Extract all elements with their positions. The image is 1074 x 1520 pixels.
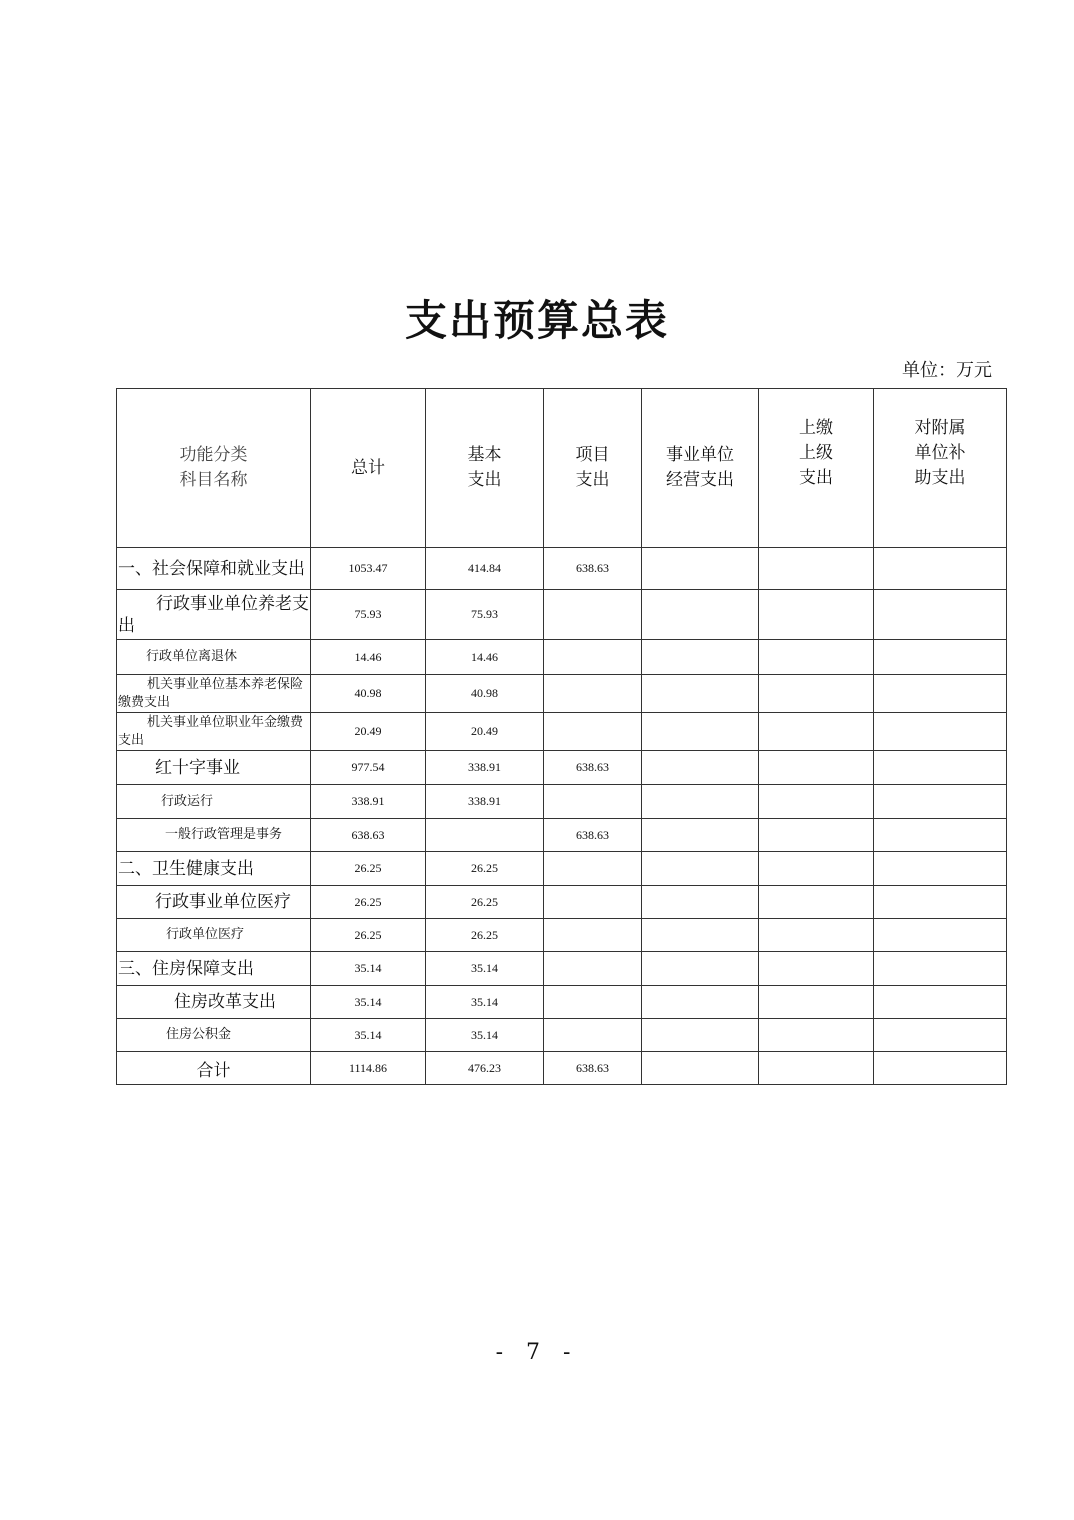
cell-total: 26.25	[311, 919, 426, 952]
cell-subsidy	[874, 1052, 1007, 1085]
cell-total: 26.25	[311, 886, 426, 919]
cell-superior	[759, 886, 874, 919]
cell-total: 338.91	[311, 785, 426, 819]
cell-project: 638.63	[544, 548, 642, 590]
table-row	[117, 952, 1007, 986]
cell-project: 638.63	[544, 1052, 642, 1085]
cell-superior	[759, 919, 874, 952]
cell-business	[642, 886, 759, 919]
cell-superior	[759, 751, 874, 785]
cell-subsidy	[874, 751, 1007, 785]
cell-business	[642, 675, 759, 713]
row-name: 行政单位离退休	[117, 640, 311, 675]
row-name: 行政事业单位养老支出	[117, 590, 311, 640]
unit-label: 单位：万元	[902, 360, 992, 381]
cell-subsidy	[874, 1019, 1007, 1052]
cell-superior	[759, 785, 874, 819]
cell-project	[544, 952, 642, 986]
cell-basic: 14.46	[426, 640, 544, 675]
cell-superior	[759, 1019, 874, 1052]
table-row	[117, 713, 1007, 751]
cell-project	[544, 675, 642, 713]
cell-project	[544, 713, 642, 751]
cell-basic: 338.91	[426, 785, 544, 819]
cell-basic: 75.93	[426, 590, 544, 640]
table-row	[117, 919, 1007, 952]
cell-basic: 35.14	[426, 1019, 544, 1052]
cell-total: 1053.47	[311, 548, 426, 590]
header-superior-text: 上缴 上级 支出	[799, 418, 833, 488]
cell-subsidy	[874, 919, 1007, 952]
cell-total: 40.98	[311, 675, 426, 713]
cell-business	[642, 590, 759, 640]
header-subsidy-text: 对附属 单位补 助支出	[914, 418, 966, 488]
cell-superior	[759, 590, 874, 640]
row-name: 行政运行	[117, 785, 311, 819]
cell-total: 26.25	[311, 852, 426, 886]
cell-business	[642, 1052, 759, 1085]
cell-superior	[759, 952, 874, 986]
cell-superior	[759, 1052, 874, 1085]
cell-total: 35.14	[311, 1019, 426, 1052]
cell-subsidy	[874, 852, 1007, 886]
header-business	[642, 389, 759, 548]
cell-project	[544, 886, 642, 919]
cell-basic: 476.23	[426, 1052, 544, 1085]
cell-basic: 35.14	[426, 986, 544, 1019]
header-basic	[426, 389, 544, 548]
row-name: 合计	[117, 1052, 311, 1085]
cell-basic: 26.25	[426, 852, 544, 886]
table-row	[117, 1052, 1007, 1085]
row-name: 机关事业单位职业年金缴费支出	[117, 713, 311, 751]
row-name: 二、卫生健康支出	[117, 852, 311, 886]
cell-total: 638.63	[311, 819, 426, 852]
header-name	[117, 389, 311, 548]
header-total	[311, 389, 426, 548]
table-row	[117, 590, 1007, 640]
cell-project	[544, 785, 642, 819]
table-row	[117, 785, 1007, 819]
cell-subsidy	[874, 548, 1007, 590]
cell-basic: 26.25	[426, 886, 544, 919]
cell-total: 14.46	[311, 640, 426, 675]
row-name: 一、社会保障和就业支出	[117, 548, 311, 590]
cell-project	[544, 852, 642, 886]
row-name: 行政事业单位医疗	[117, 886, 311, 919]
cell-business	[642, 852, 759, 886]
header-name-text: 功能分类 科目名称	[179, 445, 248, 490]
header-business-text: 事业单位 经营支出	[666, 445, 734, 490]
cell-project: 638.63	[544, 819, 642, 852]
cell-superior	[759, 640, 874, 675]
cell-basic: 40.98	[426, 675, 544, 713]
cell-superior	[759, 713, 874, 751]
table-row	[117, 675, 1007, 713]
row-name: 三、住房保障支出	[117, 952, 311, 986]
cell-project	[544, 919, 642, 952]
cell-superior	[759, 986, 874, 1019]
cell-subsidy	[874, 886, 1007, 919]
row-name: 住房公积金	[117, 1019, 311, 1052]
cell-business	[642, 986, 759, 1019]
row-name: 住房改革支出	[117, 986, 311, 1019]
cell-total: 75.93	[311, 590, 426, 640]
header-project-text: 项目 支出	[575, 445, 610, 490]
cell-business	[642, 952, 759, 986]
cell-business	[642, 1019, 759, 1052]
cell-total: 977.54	[311, 751, 426, 785]
table-row	[117, 819, 1007, 852]
cell-total: 35.14	[311, 952, 426, 986]
cell-total: 20.49	[311, 713, 426, 751]
cell-basic: 338.91	[426, 751, 544, 785]
header-subsidy	[874, 389, 1007, 548]
cell-total: 1114.86	[311, 1052, 426, 1085]
cell-project: 638.63	[544, 751, 642, 785]
table-row	[117, 751, 1007, 785]
cell-subsidy	[874, 590, 1007, 640]
cell-basic: 20.49	[426, 713, 544, 751]
cell-superior	[759, 852, 874, 886]
row-name: 红十字事业	[117, 751, 311, 785]
page-title: 支出预算总表	[404, 296, 669, 345]
cell-basic: 414.84	[426, 548, 544, 590]
cell-business	[642, 713, 759, 751]
page-number: - 7 -	[495, 1340, 579, 1365]
header-basic-text: 基本 支出	[467, 445, 502, 490]
cell-superior	[759, 548, 874, 590]
table-header-row	[117, 389, 1007, 548]
cell-subsidy	[874, 819, 1007, 852]
cell-basic: 26.25	[426, 919, 544, 952]
cell-subsidy	[874, 986, 1007, 1019]
table-row	[117, 1019, 1007, 1052]
table-row	[117, 640, 1007, 675]
cell-business	[642, 785, 759, 819]
cell-project	[544, 590, 642, 640]
header-superior	[759, 389, 874, 548]
cell-subsidy	[874, 785, 1007, 819]
cell-subsidy	[874, 640, 1007, 675]
cell-project	[544, 1019, 642, 1052]
budget-table	[116, 388, 1007, 1085]
cell-business	[642, 751, 759, 785]
cell-basic: 35.14	[426, 952, 544, 986]
cell-subsidy	[874, 675, 1007, 713]
row-name: 行政单位医疗	[117, 919, 311, 952]
table-row	[117, 548, 1007, 590]
cell-subsidy	[874, 952, 1007, 986]
header-project	[544, 389, 642, 548]
cell-total: 35.14	[311, 986, 426, 1019]
table-row	[117, 986, 1007, 1019]
row-name: 机关事业单位基本养老保险缴费支出	[117, 675, 311, 713]
header-total-text: 总计	[351, 457, 385, 478]
cell-business	[642, 640, 759, 675]
cell-project	[544, 986, 642, 1019]
cell-superior	[759, 819, 874, 852]
cell-superior	[759, 675, 874, 713]
cell-project	[544, 640, 642, 675]
table-row	[117, 886, 1007, 919]
row-name: 一般行政管理是事务	[117, 819, 311, 852]
cell-business	[642, 919, 759, 952]
cell-business	[642, 548, 759, 590]
cell-subsidy	[874, 713, 1007, 751]
cell-basic	[426, 819, 544, 852]
cell-business	[642, 819, 759, 852]
table-row	[117, 852, 1007, 886]
